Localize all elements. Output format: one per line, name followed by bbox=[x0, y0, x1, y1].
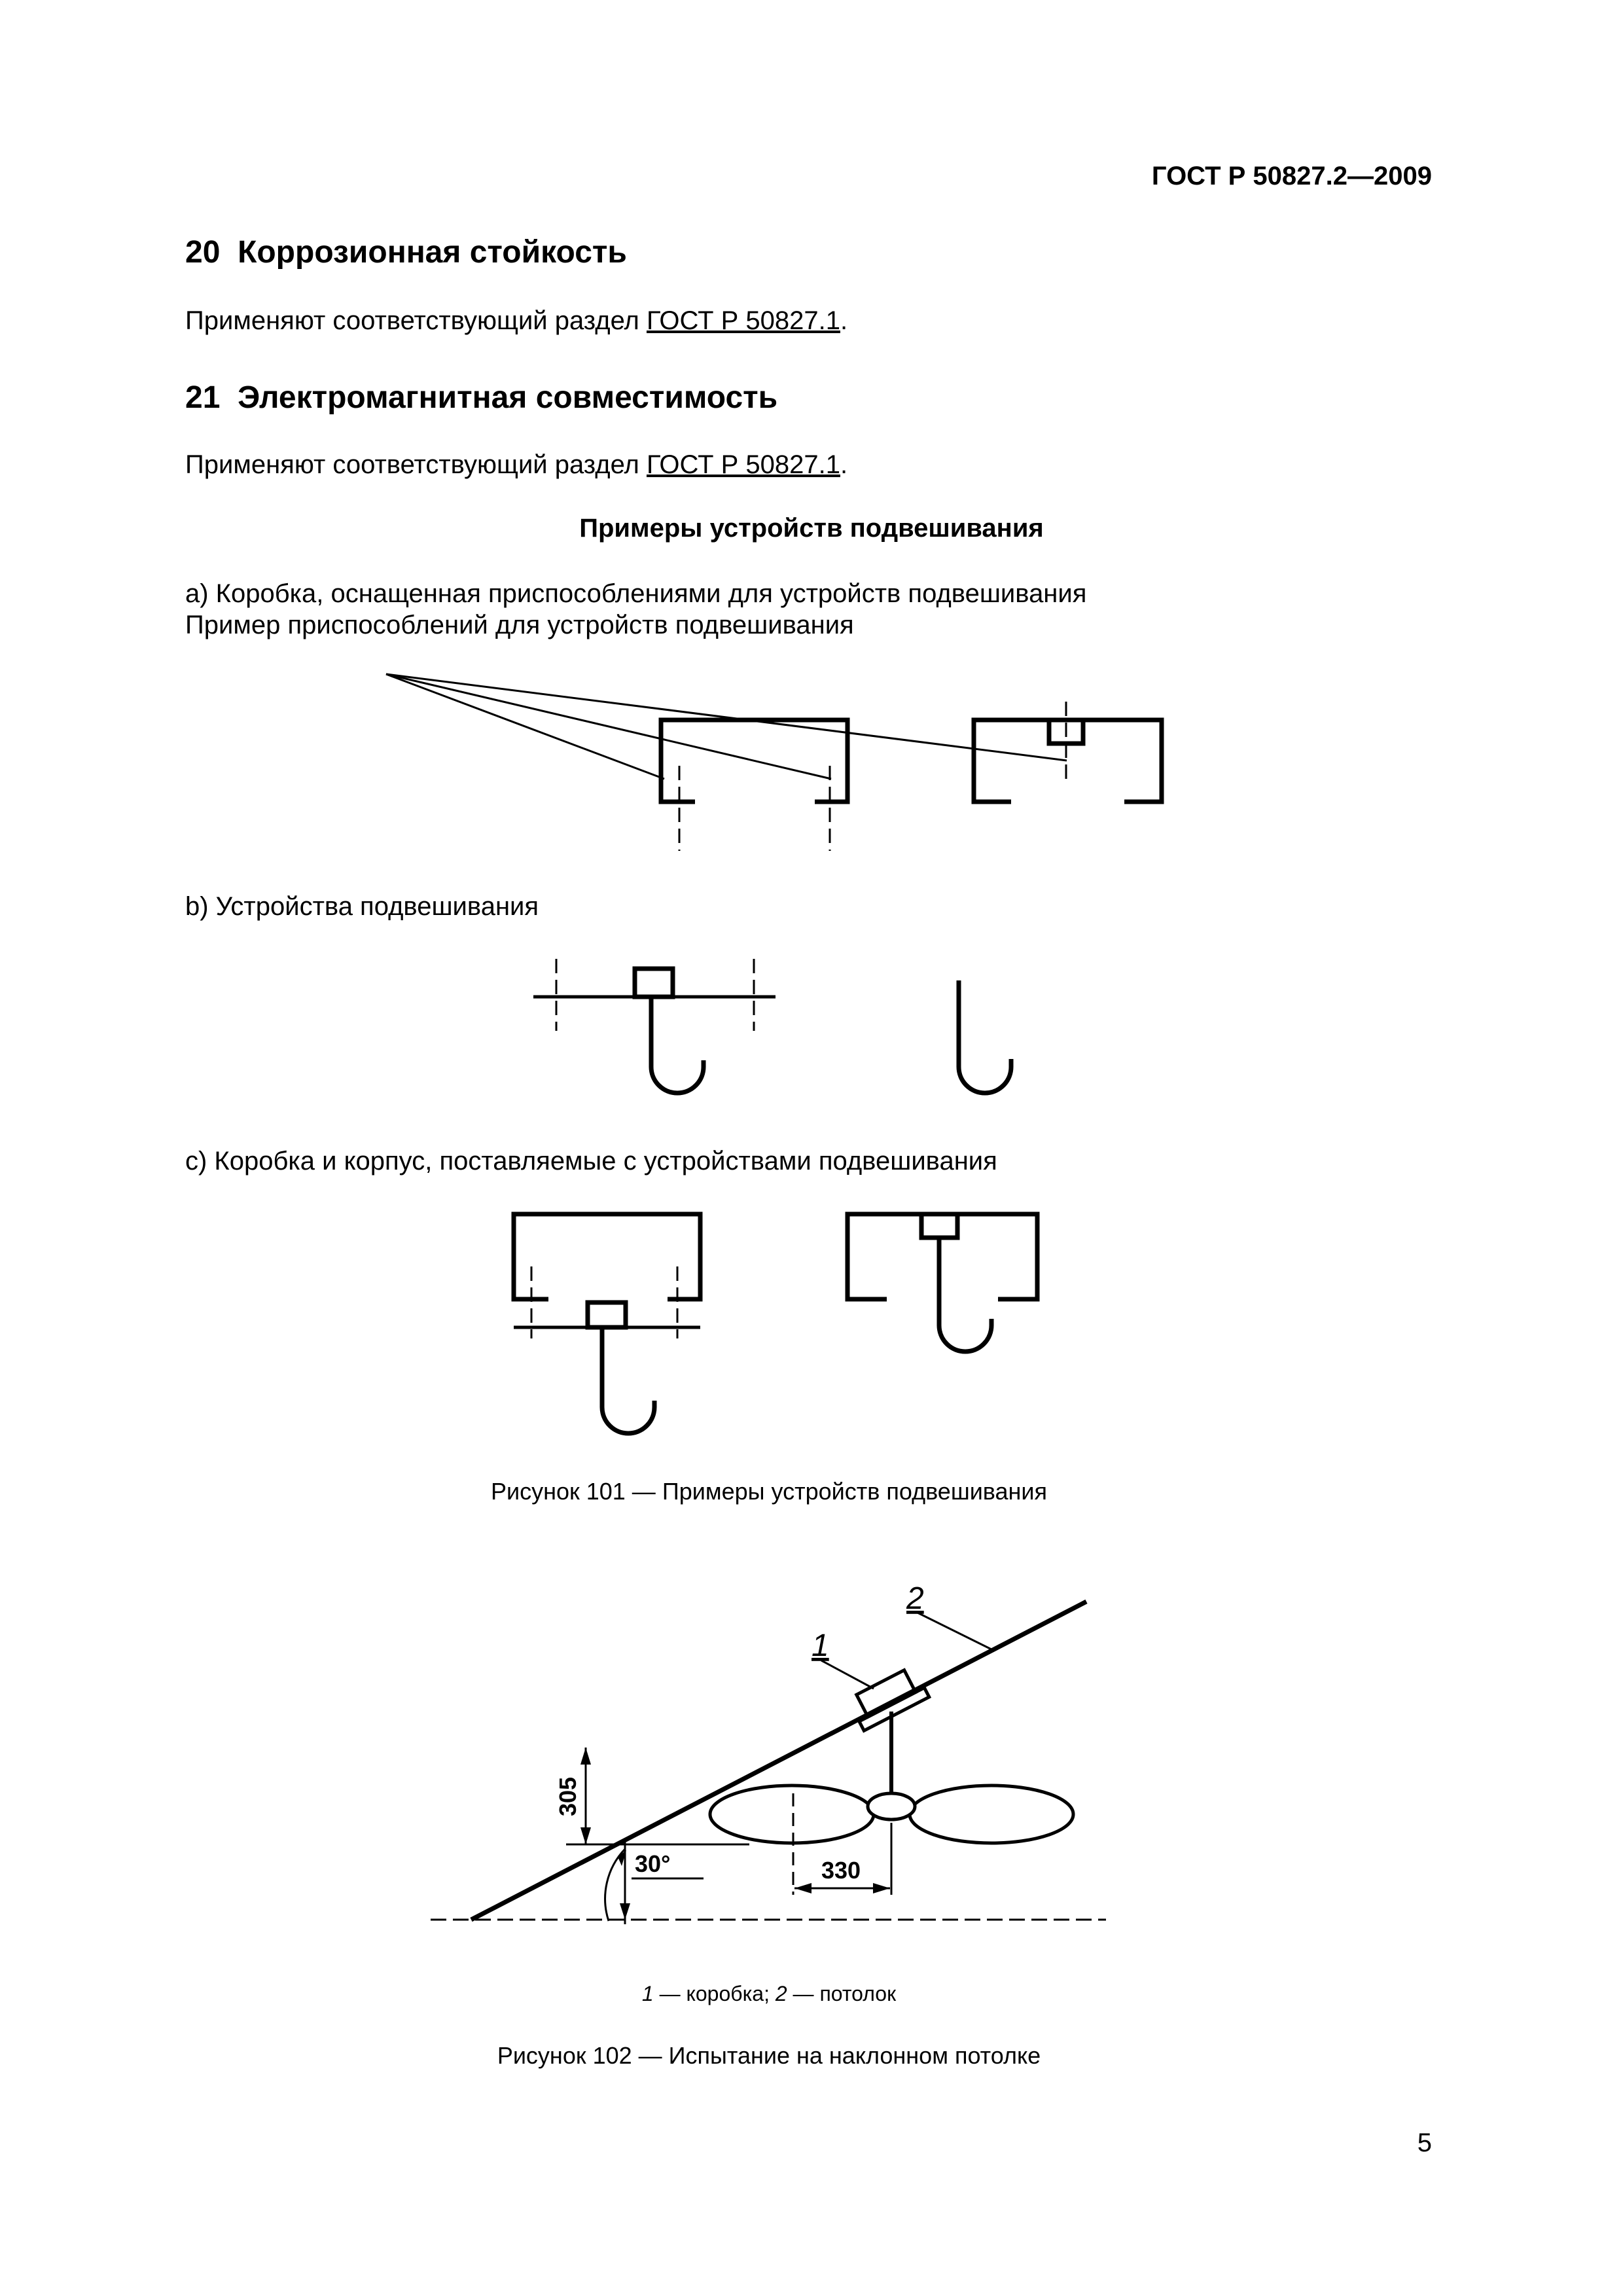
section-20-text: Применяют соответствующий раздел ГОСТ Р 50827.1. bbox=[185, 306, 848, 335]
document-id: ГОСТ Р 50827.2—2009 bbox=[1151, 162, 1432, 190]
fig102-blade-right bbox=[910, 1785, 1073, 1843]
fig101-a-label: a) Коробка, оснащенная приспособлениями для устройств подвешивания bbox=[185, 579, 1087, 608]
section-20-number: 20 bbox=[185, 235, 221, 270]
fig102-blade-left bbox=[710, 1785, 874, 1843]
section-21-title: Электромагнитная совместимость bbox=[238, 380, 778, 415]
fig101-a-sublabel: Пример приспособлений для устройств подвешивания bbox=[185, 611, 854, 639]
fig102-dim-305: 305 bbox=[554, 1776, 581, 1816]
section-20-body: Применяют соответствующий раздел bbox=[185, 306, 647, 335]
section-20-title: Коррозионная стойкость bbox=[238, 235, 627, 270]
legend-2-num: 2 bbox=[775, 1982, 787, 2005]
section-21-number: 21 bbox=[185, 380, 221, 415]
section-21-text: Применяют соответствующий раздел ГОСТ Р 50827.1. bbox=[185, 450, 848, 479]
fig101-caption: Рисунок 101 — Примеры устройств подвешивания bbox=[490, 1478, 1048, 1505]
fig101-b-label: b) Устройства подвешивания bbox=[185, 892, 539, 921]
fig102-angle: 30° bbox=[635, 1850, 671, 1877]
page-number: 5 bbox=[1417, 2128, 1432, 2157]
section-21-body: Применяют соответствующий раздел bbox=[185, 450, 647, 479]
fig102-ceiling-line bbox=[471, 1602, 1086, 1920]
fig102-hub bbox=[868, 1793, 915, 1820]
legend-1-num: 1 bbox=[641, 1982, 654, 2005]
section-20-ref-link[interactable]: ГОСТ Р 50827.1 bbox=[646, 306, 840, 335]
fig102-label-2-leader bbox=[916, 1612, 991, 1649]
fig102-label-2: 2 bbox=[906, 1581, 924, 1616]
fig102-caption: Рисунок 102 — Испытание на наклонном потолке bbox=[497, 2042, 1041, 2069]
fig102-label-1-leader bbox=[821, 1660, 874, 1689]
fig102-label-1: 1 bbox=[812, 1628, 829, 1663]
fig102-dim-330: 330 bbox=[821, 1857, 861, 1884]
fig101-c-label: c) Коробка и корпус, поставляемые с устройствами подвешивания bbox=[185, 1147, 997, 1175]
fig102-box-plate bbox=[859, 1688, 929, 1731]
fig102-legend: 1 — коробка; 2 — потолок bbox=[641, 1982, 897, 2005]
examples-title: Примеры устройств подвешивания bbox=[579, 514, 1044, 543]
section-21-ref-link[interactable]: ГОСТ Р 50827.1 bbox=[646, 450, 840, 479]
